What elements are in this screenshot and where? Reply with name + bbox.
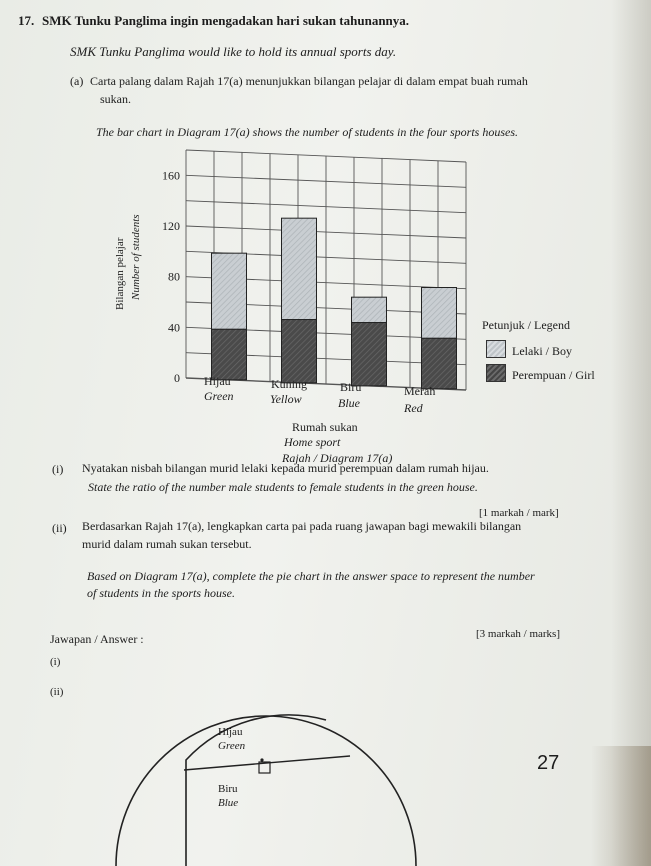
bar-boy-red bbox=[422, 288, 457, 339]
part-ii-marks: [3 markah / marks] bbox=[476, 628, 560, 640]
bar-girl-blue bbox=[352, 323, 387, 386]
category-label-green-ms: Hijau bbox=[204, 374, 231, 388]
part-ii-english: Based on Diagram 17(a), complete the pie chart in the answer space to represent the number bbox=[87, 569, 535, 583]
pie-label-green-ms: Hijau bbox=[218, 726, 243, 738]
y-tick-label: 160 bbox=[162, 168, 180, 183]
bar-girl-red bbox=[422, 338, 457, 389]
legend-girl-swatch bbox=[486, 364, 506, 382]
y-tick-label: 120 bbox=[162, 219, 180, 233]
part-a-english: The bar chart in Diagram 17(a) shows the number of students in the four sports houses. bbox=[96, 125, 519, 139]
bar-boy-yellow bbox=[282, 218, 317, 319]
legend-title: Petunjuk / Legend bbox=[482, 318, 570, 332]
part-ii-malay: Berdasarkan Rajah 17(a), lengkapkan carta pai pada ruang jawapan bagi mewakili bilangan bbox=[82, 519, 522, 533]
y-tick-label: 80 bbox=[168, 269, 180, 284]
pie-label-blue-en: Blue bbox=[218, 797, 239, 809]
bar-boy-green bbox=[212, 253, 247, 329]
part-ii-english-cont: of students in the sports house. bbox=[87, 586, 236, 600]
diagram-caption: Rajah / Diagram 17(a) bbox=[282, 451, 393, 465]
legend-boy-swatch bbox=[486, 340, 506, 358]
y-axis-label-malay: Bilangan pelajar bbox=[114, 237, 126, 310]
intro-malay: SMK Tunku Panglima ingin mengadakan hari sukan tahunannya. bbox=[42, 13, 410, 28]
part-i-label: (i) bbox=[52, 462, 64, 476]
part-i-marks: [1 markah / mark] bbox=[479, 507, 559, 519]
category-label-yellow-ms: Kuning bbox=[271, 377, 307, 391]
intro-english: SMK Tunku Panglima would like to hold its annual sports day. bbox=[70, 44, 397, 59]
page-number: 27 bbox=[537, 752, 560, 774]
answer-heading: Jawapan / Answer : bbox=[50, 632, 144, 646]
part-i-malay: Nyatakan nisbah bilangan murid lelaki kepada murid perempuan dalam rumah hijau. bbox=[82, 461, 489, 475]
part-ii-malay-cont: murid dalam rumah sukan tersebut. bbox=[82, 537, 252, 551]
answer-ii-label: (ii) bbox=[50, 686, 64, 698]
category-label-green-en: Green bbox=[204, 389, 234, 403]
category-label-red-en: Red bbox=[404, 401, 423, 415]
part-a-malay: Carta palang dalam Rajah 17(a) menunjukkan bilangan pelajar di dalam empat buah rumah bbox=[90, 74, 528, 88]
bar-girl-yellow bbox=[282, 320, 317, 383]
answer-i-label: (i) bbox=[50, 656, 61, 668]
x-axis-label-english: Home sport bbox=[284, 435, 341, 449]
legend-boy-label: Lelaki / Boy bbox=[512, 344, 572, 358]
part-a-label: (a) bbox=[70, 74, 84, 88]
category-label-blue-en: Blue bbox=[338, 396, 360, 410]
pie-label-blue-ms: Biru bbox=[218, 783, 238, 795]
category-label-yellow-en: Yellow bbox=[270, 392, 302, 406]
category-label-red-ms: Merah bbox=[404, 384, 436, 398]
part-ii-label: (ii) bbox=[52, 521, 67, 535]
y-tick-label: 40 bbox=[168, 320, 180, 335]
question-number: 17. bbox=[18, 13, 35, 28]
x-axis-label-malay: Rumah sukan bbox=[292, 420, 358, 434]
y-tick-label: 0 bbox=[174, 371, 180, 385]
part-i-english: State the ratio of the number male students to female students in the green house. bbox=[88, 480, 478, 494]
bar-girl-green bbox=[212, 329, 247, 380]
category-label-blue-ms: Biru bbox=[340, 380, 362, 394]
part-a-malay-cont: sukan. bbox=[100, 92, 131, 106]
y-axis-label-english: Number of students bbox=[130, 214, 142, 300]
bar-boy-blue bbox=[352, 297, 387, 322]
legend-girl-label: Perempuan / Girl bbox=[512, 368, 595, 382]
pie-label-green-en: Green bbox=[218, 740, 246, 752]
